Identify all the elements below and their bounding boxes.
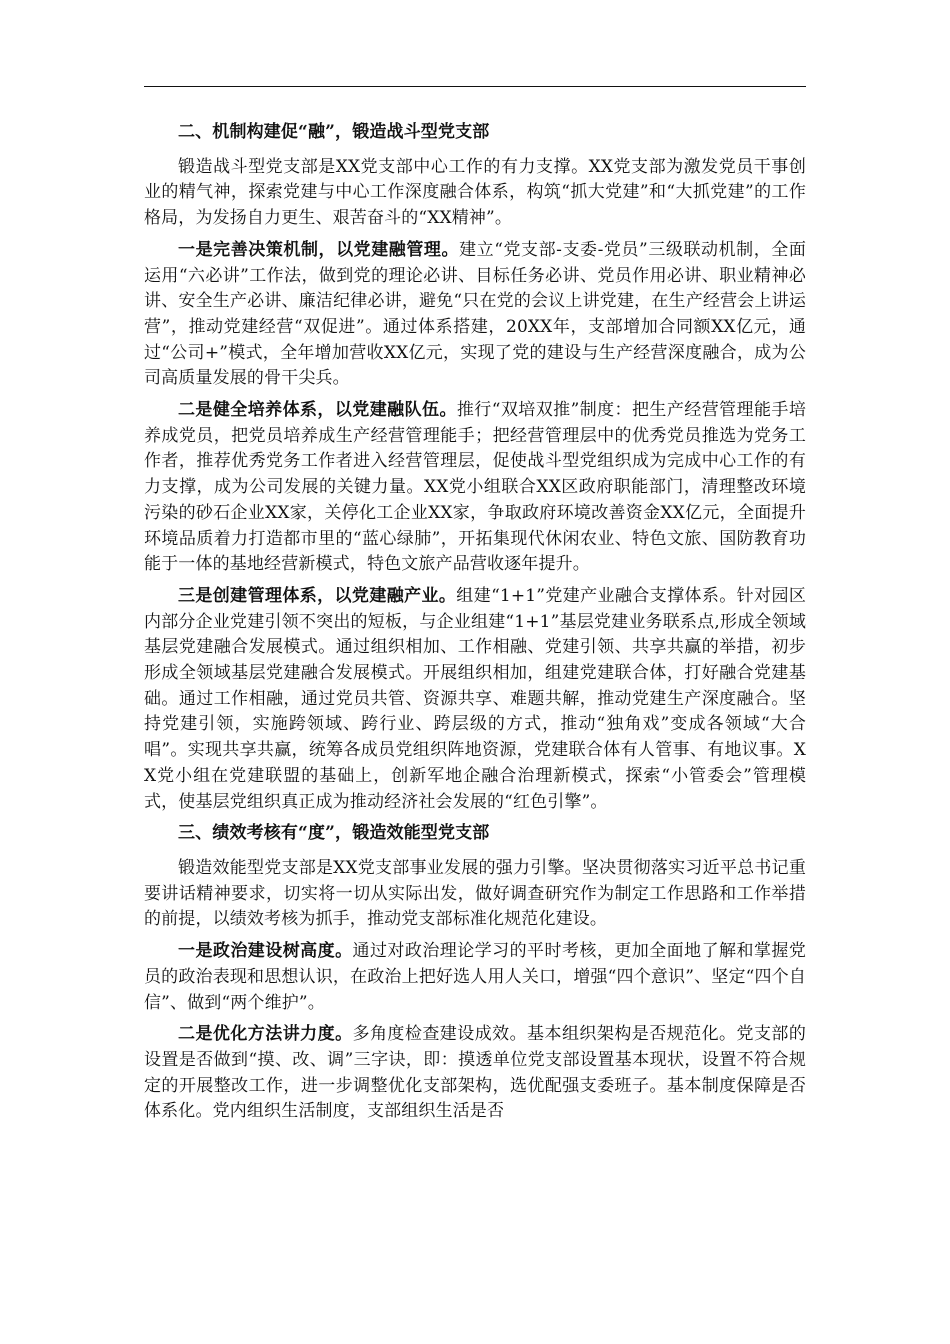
section-heading-mechanism: 二、机制构建促“融”，锻造战斗型党支部 [178, 122, 490, 142]
paragraph-text: 锻造效能型党支部是XX党支部事业发展的强力引擎。坚决贯彻落实习近平总书记重要讲话精神要求，切实将一切从实际出发，做好调查研究作为制定工作思路和工作举措的前提，以绩效考核为抓手，推动党支部标准化规范化建设。 [144, 857, 806, 930]
paragraph-lead: 一是政治建设树高度。 [178, 941, 353, 962]
paragraph-text: 推行“双培双推”制度：把生产经营管理能手培养成党员，把党员培养成生产经营管理能手；把经营管理层中的优秀党员推选为党务工作者，推荐优秀党务工作者进入经营管理层，促使战斗型党组织成为完成中心工作的有力支撑，成为公司发展的关键力量。XX党小组联合XX区政府职能部门，清理整改环境污染的砂石企业XX家，关停化工企业XX家，争取政府环境改善资金XX亿元，全面提升环境品质着力打造都市里的“蓝心绿肺”，开拓集现代休闲农业、特色文旅、国防教育功能于一体的基地经营新模式，特色文旅产品营收逐年提升。 [144, 400, 806, 575]
paragraph-lead: 二是健全培养体系，以党建融队伍。 [178, 400, 457, 421]
paragraph-text: 锻造战斗型党支部是XX党支部中心工作的有力支撑。XX党支部为激发党员干事创业的精气神，探索党建与中心工作深度融合体系，构筑“抓大党建”和“大抓党建”的工作格局，为发扬自力更生、艰苦奋斗的“XX精神”。 [144, 156, 806, 229]
paragraph-lead: 一是完善决策机制，以党建融管理。 [178, 239, 460, 260]
paragraph-intro-combat [144, 155, 806, 232]
paragraph-intro-efficiency [144, 856, 806, 933]
paragraph-lead: 二是优化方法讲力度。 [178, 1024, 353, 1045]
paragraph-management-system [144, 584, 806, 815]
paragraph-training-system [144, 398, 806, 578]
paragraph-text: 建立“党支部-支委-党员”三级联动机制，全面运用“六必讲”工作法，做到党的理论必讲、目标任务必讲、党员作用必讲、职业精神必讲、安全生产必讲、廉洁纪律必讲，避免“只在党的会议上讲党建，在生产经营会上讲运营”，推动党建经营“双促进”。通过体系搭建，20XX年，支部增加合同额XX亿元，通过“公司+”模式，全年增加营收XX亿元，实现了党的建设与生产经营深度融合，成为公司高质量发展的骨干尖兵。 [144, 239, 807, 389]
paragraph-optimize-methods [144, 1022, 806, 1125]
paragraph-lead: 三是创建管理体系，以党建融产业。 [178, 585, 457, 606]
paragraph-political-construction [144, 939, 806, 1016]
paragraph-text: 多角度检查建设成效。基本组织架构是否规范化。党支部的设置是否做到“摸、改、调”三字诀，即：摸透单位党支部设置基本现状，设置不符合规定的开展整改工作，进一步调整优化支部架构，选优配强支委班子。基本制度保障是否体系化。党内组织生活制度，支部组织生活是否 [144, 1024, 806, 1122]
paragraph-text: 通过对政治理论学习的平时考核，更加全面地了解和掌握党员的政治表现和思想认识，在政治上把好选人用人关口，增强“四个意识”、坚定“四个自信”、做到“两个维护”。 [144, 941, 806, 1013]
header-rule [144, 86, 806, 87]
paragraph-decision-mechanism [144, 238, 806, 392]
section-heading-performance: 三、绩效考核有“度”，锻造效能型党支部 [178, 823, 490, 844]
paragraph-text: 组建“1+1”党建产业融合支撑体系。针对园区内部分企业党建引领不突出的短板，与企业组建“1+1”基层党建业务联系点,形成全领域基层党建融合发展模式。通过组织相加、工作相融、党建引领、共享共赢的举措，初步形成全领域基层党建融合发展模式。开展组织相加，组建党建联合体，打好融合党建基础。通过工作相融，通过党员共管、资源共享、难题共解，推动党建生产深度融合。坚持党建引领，实施跨领域、跨行业、跨层级的方式，推动“独角戏”变成各领域“大合唱”。实现共享共赢，统筹各成员党组织阵地资源，党建联合体有人管事、有地议事。XX党小组在党建联盟的基础上，创新军地企融合治理新模式，探索“小管委会”管理模式，使基层党组织真正成为推动经济社会发展的“红色引擎”。 [144, 585, 806, 812]
document-body [144, 120, 806, 1131]
